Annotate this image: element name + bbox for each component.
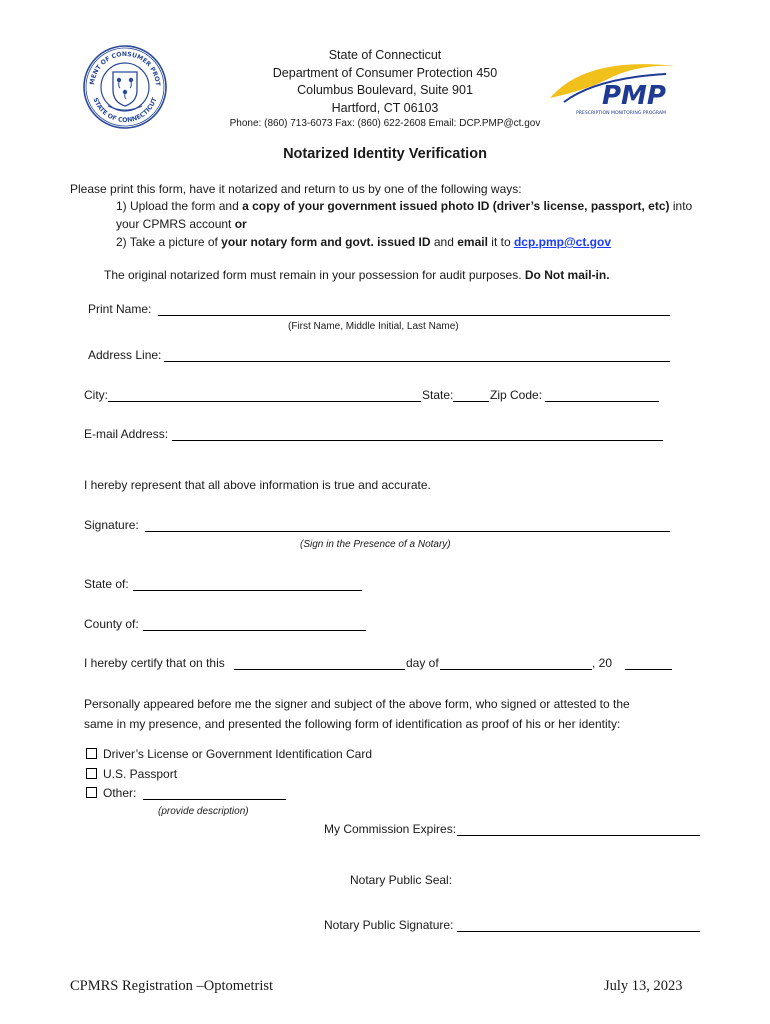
option-1-text: 1) Upload the form and bbox=[116, 199, 243, 213]
certify-label: I hereby certify that on this bbox=[84, 656, 225, 670]
option-1-line-1 bbox=[116, 199, 692, 213]
signature-label: Signature: bbox=[84, 518, 139, 532]
email-link[interactable]: dcp.pmp@ct.gov bbox=[513, 235, 611, 249]
header-address-2: Department of Consumer Protection 450 bbox=[272, 66, 498, 80]
id-option-passport[interactable] bbox=[86, 767, 177, 781]
checkbox-icon[interactable] bbox=[86, 787, 97, 798]
retain-text: The original notarized form must remain in your possession for audit purposes. bbox=[104, 268, 525, 282]
provide-description-hint: (provide description) bbox=[158, 806, 249, 817]
header-address-4: Hartford, CT 06103 bbox=[331, 101, 439, 115]
option-1-tail: into bbox=[669, 199, 693, 213]
certify-year-field[interactable] bbox=[625, 669, 672, 670]
svg-text:STATE OF CONNECTICUT: STATE OF CONNECTICUT bbox=[91, 96, 159, 125]
county-of-label: County of: bbox=[84, 617, 139, 631]
header-address-1: State of Connecticut bbox=[328, 48, 442, 62]
county-of-field[interactable] bbox=[143, 630, 366, 631]
pmp-logo-subtitle: PRESCRIPTION MONITORING PROGRAM bbox=[576, 111, 667, 116]
id-option-label: Driver’s License or Government Identification Card bbox=[103, 747, 373, 761]
id-option-drivers-license[interactable] bbox=[86, 747, 372, 761]
other-description-field[interactable] bbox=[143, 799, 286, 800]
address-label: Address Line: bbox=[88, 348, 162, 362]
intro-line: Please print this form, have it notarized and return to us by one of the following ways: bbox=[70, 182, 522, 196]
print-name-field[interactable] bbox=[158, 315, 670, 316]
certify-day-field[interactable] bbox=[234, 669, 405, 670]
option-2-bold: your notary form and govt. issued ID bbox=[221, 235, 431, 249]
do-not-mail-in: Do Not mail-in. bbox=[524, 268, 610, 282]
pmp-logo bbox=[546, 58, 696, 120]
notary-signature-label: Notary Public Signature: bbox=[324, 918, 454, 932]
header-address-3: Columbus Boulevard, Suite 901 bbox=[297, 83, 473, 97]
option-2-email-word: email bbox=[457, 235, 488, 249]
state-of-label: State of: bbox=[84, 577, 129, 591]
checkbox-icon[interactable] bbox=[86, 748, 97, 759]
pmp-logo-text: PMP bbox=[602, 81, 666, 111]
certify-day-of-label: day of bbox=[406, 656, 439, 670]
notary-seal-label: Notary Public Seal: bbox=[350, 873, 453, 887]
zip-field[interactable] bbox=[545, 401, 659, 402]
represent-statement: I hereby represent that all above information is true and accurate. bbox=[84, 478, 431, 492]
option-1-line-2 bbox=[116, 217, 247, 231]
city-label: City: bbox=[84, 388, 108, 402]
city-field[interactable] bbox=[108, 401, 421, 402]
appeared-line-2: same in my presence, and presented the following form of identification as proof of his or her identity: bbox=[84, 717, 621, 731]
print-name-label: Print Name: bbox=[88, 302, 152, 316]
print-name-hint: (First Name, Middle Initial, Last Name) bbox=[288, 321, 459, 332]
retain-notice bbox=[104, 268, 610, 282]
state-field[interactable] bbox=[453, 401, 489, 402]
notary-signature-field[interactable] bbox=[457, 931, 700, 932]
appeared-line-1: Personally appeared before me the signer and subject of the above form, who signed or attested to the bbox=[84, 697, 630, 711]
zip-label: Zip Code: bbox=[490, 388, 543, 402]
id-option-label: Other: bbox=[103, 786, 137, 800]
checkbox-icon[interactable] bbox=[86, 768, 97, 779]
signature-field[interactable] bbox=[145, 531, 670, 532]
option-2-and: and bbox=[430, 235, 458, 249]
email-field[interactable] bbox=[172, 440, 663, 441]
footer-left: CPMRS Registration –Optometrist bbox=[70, 978, 274, 994]
option-2-to: it to bbox=[487, 235, 514, 249]
option-1-or: or bbox=[234, 217, 247, 231]
option-1-bold: a copy of your government issued photo ID (driver’s license, passport, etc) bbox=[242, 199, 670, 213]
commission-label: My Commission Expires: bbox=[324, 822, 457, 836]
commission-field[interactable] bbox=[457, 835, 700, 836]
signature-hint: (Sign in the Presence of a Notary) bbox=[300, 539, 451, 550]
header-contact: Phone: (860) 713-6073 Fax: (860) 622-2608 Email: DCP.PMP@ct.gov bbox=[229, 118, 541, 129]
page-title: Notarized Identity Verification bbox=[283, 146, 487, 162]
state-label: State: bbox=[422, 388, 454, 402]
address-field[interactable] bbox=[164, 361, 670, 362]
option-2-text: 2) Take a picture of bbox=[116, 235, 222, 249]
svg-text:DEPARTMENT OF CONSUMER PROTECT: MENT OF CONSUMER PROT bbox=[88, 50, 162, 87]
option-1-account: your CPMRS account bbox=[116, 217, 235, 231]
id-option-label: U.S. Passport bbox=[103, 767, 178, 781]
email-label: E-mail Address: bbox=[84, 427, 169, 441]
certify-year-label: , 20 bbox=[592, 656, 613, 670]
option-2-line bbox=[116, 235, 611, 249]
id-option-other[interactable] bbox=[86, 786, 136, 800]
footer-date: July 13, 2023 bbox=[604, 978, 683, 994]
state-of-field[interactable] bbox=[133, 590, 362, 591]
certify-month-field[interactable] bbox=[440, 669, 592, 670]
